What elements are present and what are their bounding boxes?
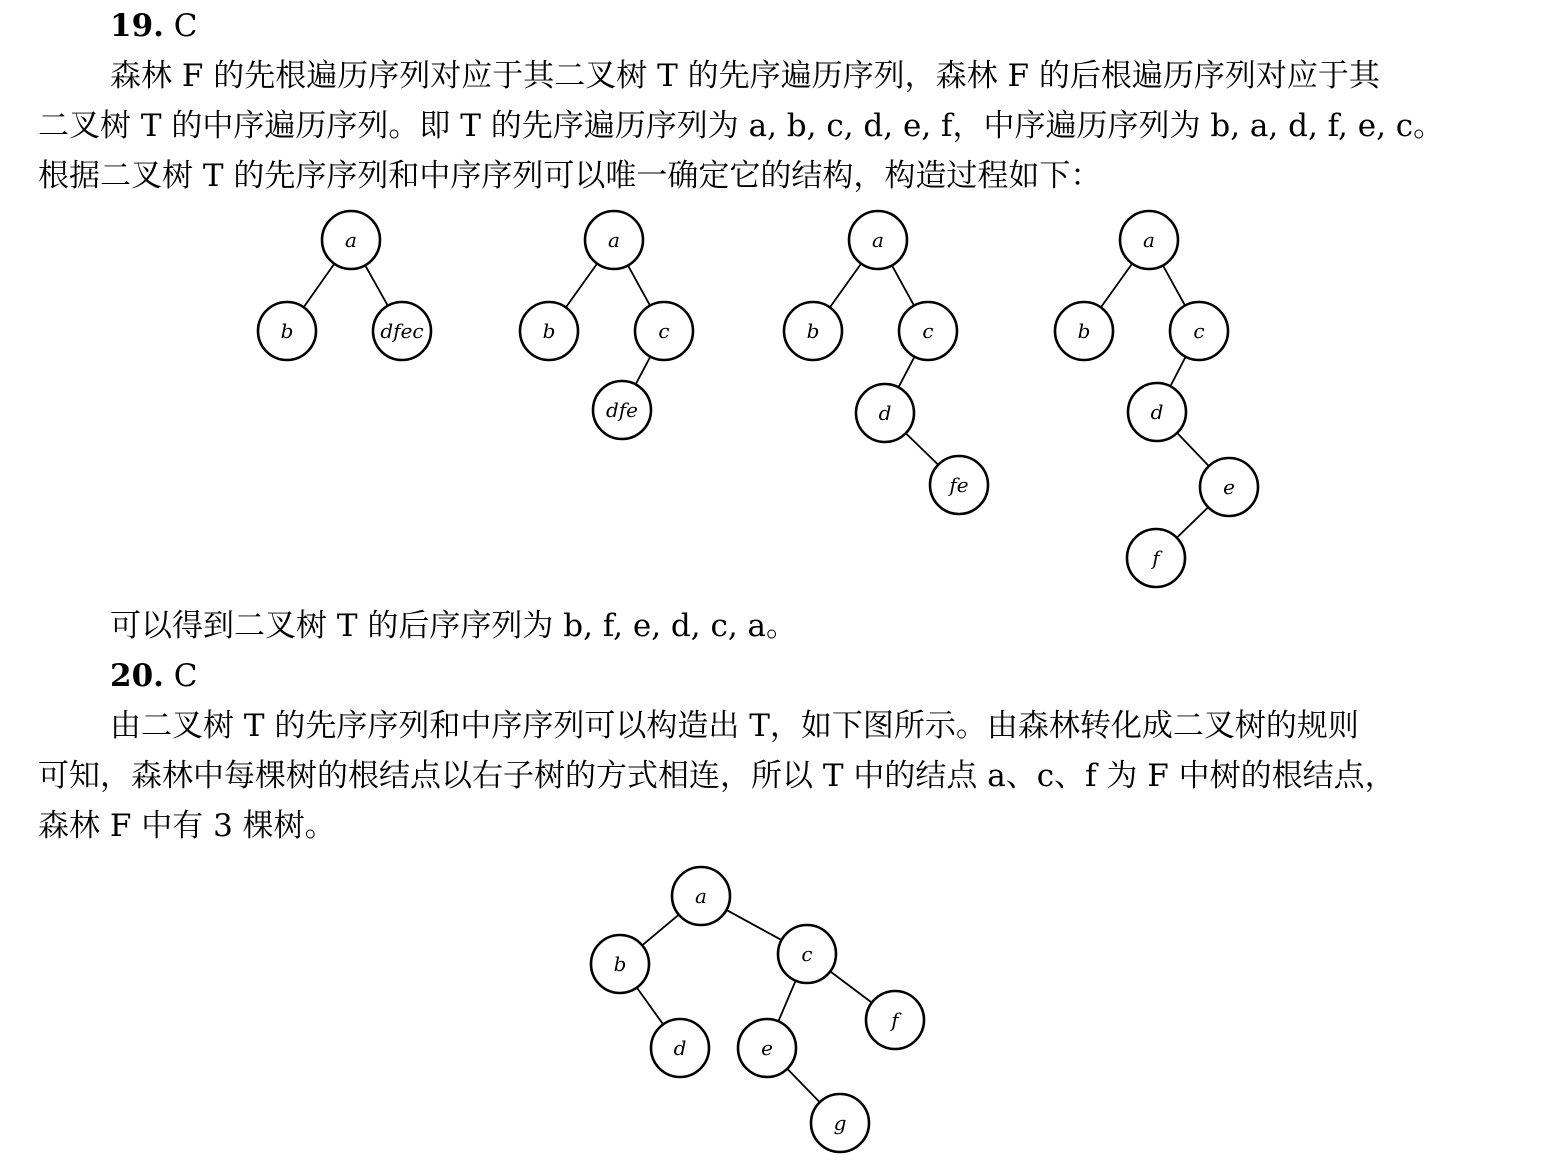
q19-para-line-3: 根据二叉树 T 的先序序列和中序序列可以唯一确定它的结构，构造过程如下： [38,158,1102,194]
q19-step-3-node-label-a: a [872,228,884,252]
q19-step-2-edge-c-r [636,357,651,385]
q19-step-2-edge-a-c [628,265,650,305]
q19-step-3-tree [784,211,988,514]
q20-result-node-label-f: f [891,1008,899,1032]
q20-result-edge-e-g [787,1069,820,1102]
q20-result-node-label-e: e [761,1036,773,1060]
q19-step-4-tree [1055,211,1258,587]
q19-step-2-node-label-b: b [542,319,556,343]
q20-result-edge-c-e [778,981,795,1022]
q19-step-1-node-label-r: dfec [380,319,424,343]
q19-step-3-node-label-c: c [922,319,934,343]
q19-step-1-edge-a-b [304,264,335,308]
q19-conclusion: 可以得到二叉树 T 的后序序列为 b, f, e, d, c, a。 [110,608,798,644]
q19-step-4-edge-a-b [1101,264,1132,308]
q19-step-4-node-label-d: d [1150,400,1164,424]
q19-step-4-edge-d-e [1177,433,1209,466]
q19-step-3-node-label-b: b [806,319,820,343]
q19-step-4-edge-c-d [1170,357,1185,387]
q19-para-line-1: 森林 F 的先根遍历序列对应于其二叉树 T 的先序遍历序列，森林 F 的后根遍历序列对应于其 [110,58,1380,94]
q19-step-4-node-label-a: a [1143,228,1155,252]
q19-step-4-edge-a-c [1163,265,1185,305]
q20-result-edge-a-b [642,915,679,946]
q19-step-4-node-label-e: e [1223,475,1235,499]
q20-result-node-label-c: c [801,942,813,966]
q19-step-2-edge-a-b [566,264,597,308]
q20-number: 20. [110,658,164,694]
q20-result-node-label-a: a [695,884,707,908]
q19-step-4-node-label-f: f [1152,546,1160,570]
q19-para-line-2: 二叉树 T 的中序遍历序列。即 T 的先序遍历序列为 a, b, c, d, e, f，中序遍历序列为 b, a, d, f, e, c。 [38,108,1445,144]
q19-number: 19. [110,8,164,44]
q20-answer: C [173,658,198,694]
q19-step-3-node-label-d: d [878,401,892,425]
q19-step-4-edge-e-f [1177,507,1208,538]
q19-step-1-node-label-a: a [345,228,357,252]
q19-step-4-node-label-c: c [1193,319,1205,343]
q20-result-node-label-g: g [833,1111,847,1135]
q20-para-line-2: 可知，森林中每棵树的根结点以右子树的方式相连，所以 T 中的结点 a、c、f 为 F 中树的根结点， [38,758,1396,794]
q20-result-tree [591,867,924,1152]
q19-step-3-edge-d-r [906,433,938,465]
q19-step-2-tree [520,211,693,439]
q19-step-1-node-label-b: b [280,319,294,343]
q19-step-3-edge-a-b [830,264,861,308]
q20-result-edge-c-f [830,971,872,1002]
q20-result-edge-b-d [637,988,663,1025]
q20-result-edge-a-c [726,910,781,940]
q19-step-1-tree [258,211,431,360]
q19-step-4-node-label-b: b [1077,319,1091,343]
q19-step-3-node-label-r: fe [949,473,969,497]
q20-para-line-3: 森林 F 中有 3 棵树。 [38,808,336,844]
q19-step-2-node-label-r: dfe [605,398,639,422]
q20-result-node-label-d: d [673,1036,687,1060]
q19-answer: C [173,8,198,44]
q19-step-2-node-label-c: c [658,319,670,343]
q20-result-node-label-b: b [613,952,627,976]
q19-step-3-edge-c-d [898,357,914,388]
q20-para-line-1: 由二叉树 T 的先序序列和中序序列可以构造出 T，如下图所示。由森林转化成二叉树的规则 [110,708,1359,744]
q19-step-2-node-label-a: a [608,228,620,252]
q19-step-1-edge-a-r [365,265,388,305]
q19-step-3-edge-a-c [892,265,914,305]
